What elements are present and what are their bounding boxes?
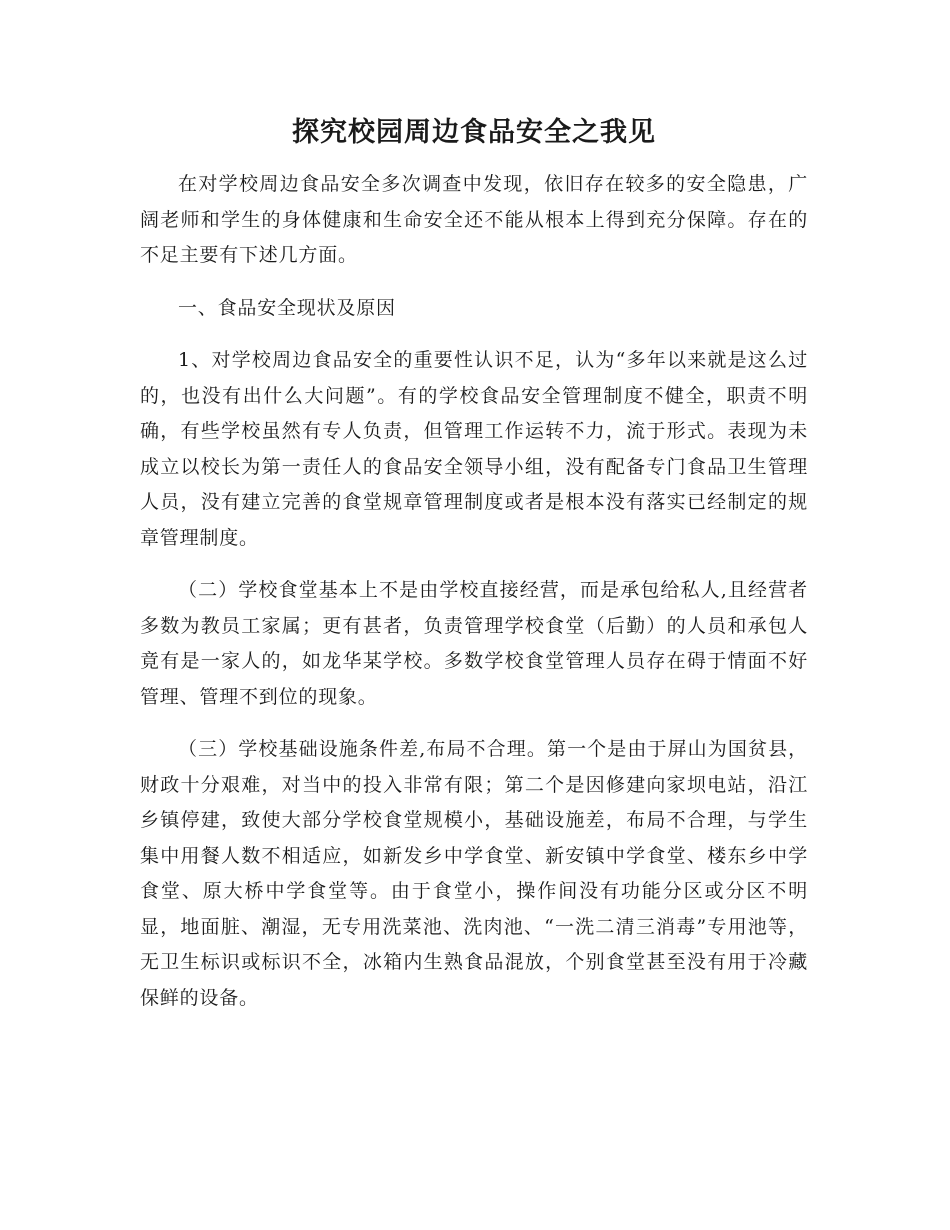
paragraph-point-1: 1、对学校周边食品安全的重要性认识不足，认为“多年以来就是这么过的，也没有出什么大问题”。有的学校食品安全管理制度不健全，职责不明确，有些学校虽然有专人负责，但管理工作运转不力，流于形式。表现为未成立以校长为第一责任人的食品安全领导小组，没有配备专门食品卫生管理人员，没有建立完善的食堂规章管理制度或者是根本没有落实已经制定的规章管理制度。 [140, 349, 808, 549]
intro-paragraph: 在对学校周边食品安全多次调查中发现，依旧存在较多的安全隐患，广阔老师和学生的身体健康和生命安全还不能从根本上得到充分保障。存在的不足主要有下述几方面。 [140, 173, 808, 266]
document-body [140, 113, 808, 1033]
section-heading-1: 一、食品安全现状及原因 [178, 296, 396, 319]
paragraph-point-3: （三）学校基础设施条件差,布局不合理。第一个是由于屏山为国贫县，财政十分艰难，对当中的投入非常有限；第二个是因修建向家坝电站，沿江乡镇停建，致使大部分学校食堂规模小，基础设施差，布局不合理，与学生集中用餐人数不相适应，如新发乡中学食堂、新安镇中学食堂、楼东乡中学食堂、原大桥中学食堂等。由于食堂小，操作间没有功能分区或分区不明显，地面脏、潮湿，无专用洗菜池、洗肉池、“一洗二清三消毒”专用池等，无卫生标识或标识不全，冰箱内生熟食品混放，个别食堂甚至没有用于冷藏保鲜的设备。 [140, 738, 808, 1009]
paragraph-point-2: （二）学校食堂基本上不是由学校直接经营，而是承包给私人,且经营者多数为教员工家属；更有甚者，负责管理学校食堂（后勤）的人员和承包人竟有是一家人的，如龙华某学校。多数学校食堂管理人员存在碍于情面不好管理、管理不到位的现象。 [140, 579, 808, 708]
document-title: 探究校园周边食品安全之我见 [292, 117, 656, 148]
